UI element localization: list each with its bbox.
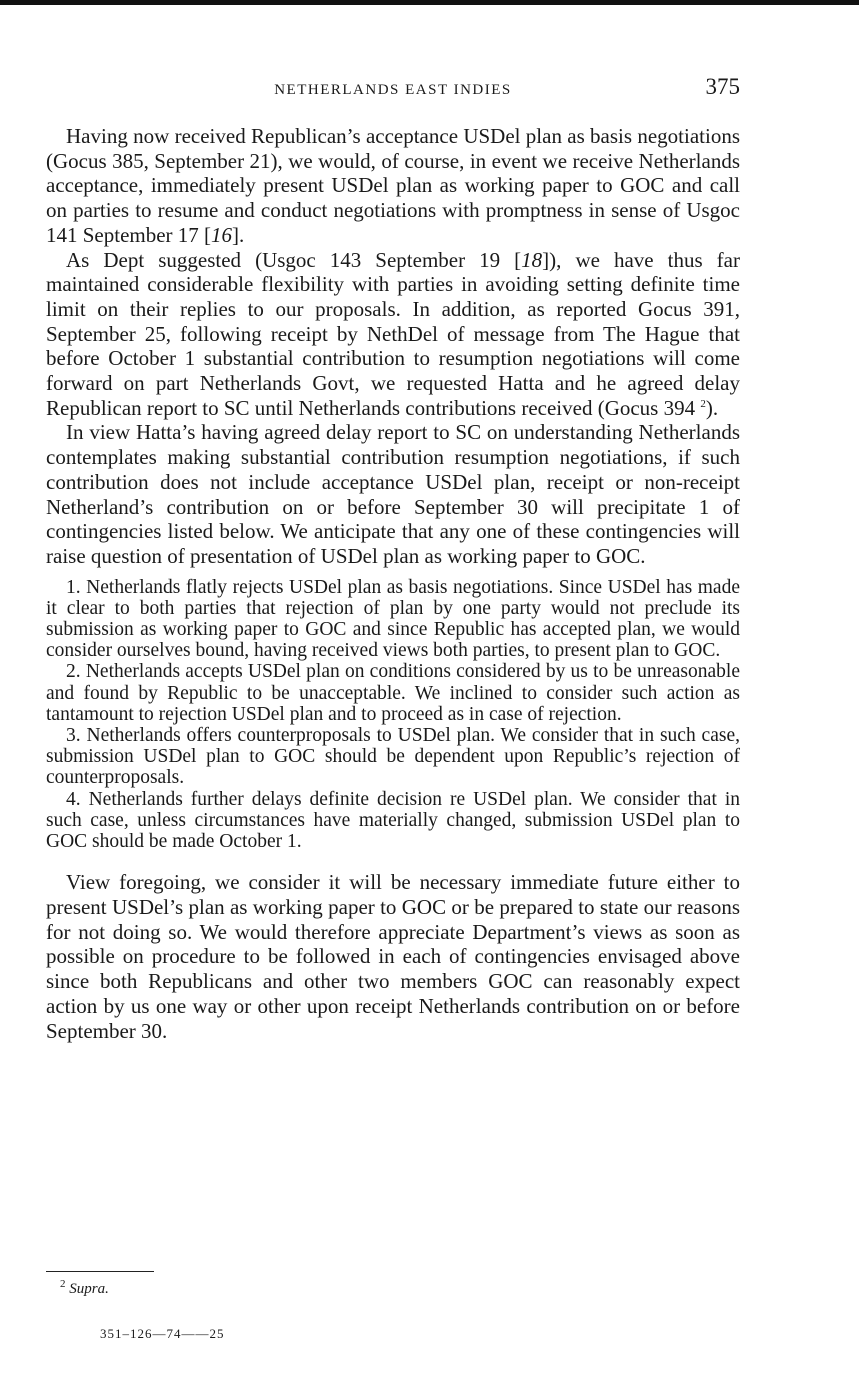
footnote-divider — [46, 1271, 154, 1272]
contingency-list — [46, 577, 740, 853]
page-header — [46, 74, 740, 108]
contingency-item: 4. Netherlands further delays definite decision re USDel plan. We consider that in such case, unless circumstances have materially changed, submission USDel plan to GOC should be made October 1. — [46, 788, 740, 853]
page-top-border — [0, 0, 859, 5]
paragraph-acceptance: Having now received Republican’s acceptance USDel plan as basis negotiations (Gocus 385, September 21), we would, of course, in event we receive Netherlands acceptance, immediately present USDel plan as working paper to GOC and call on parties to resume and conduct negotiations with promptness in sense of Usgoc 141 September 17 [16]. — [46, 124, 740, 247]
contingency-item: 2. Netherlands accepts USDel plan on conditions considered by us to be unreasonable and found by Republic to be unacceptable. We inclined to consider such action as tantamount to rejection USDel plan and to proceed as in case of rejection. — [46, 661, 740, 725]
running-head: NETHERLANDS EAST INDIES — [274, 82, 512, 98]
footnote — [60, 1278, 109, 1298]
page-number: 375 — [705, 74, 740, 99]
footnote-text: Supra. — [69, 1281, 109, 1297]
footnote-reference: 2 — [700, 397, 706, 410]
document-body — [46, 124, 740, 1043]
paragraph-contingencies-intro: In view Hatta’s having agreed delay report to SC on understanding Netherlands contemplates making substantial contribution resumption negotiations, if such contribution does not include acceptance USDel plan, receipt or non-receipt Netherland’s contribution on or before September 30 will precipitate 1 of contingencies listed below. We anticipate that any one of these contingencies will raise question of presentation of USDel plan as working paper to GOC. — [46, 420, 740, 568]
paragraph-flexibility: As Dept suggested (Usgoc 143 September 19 [18]), we have thus far maintained considerable flexibility with parties in avoiding setting definite time limit on their replies to our proposals. In addition, as reported Gocus 391, September 25, following receipt by NethDel of message from The Hague that before October 1 substantial contribution to resumption negotiations will come forward on part Netherlands Govt, we requested Hatta and he agreed delay Republican report to SC until Netherlands contributions received (Gocus 394 $^2$). — [46, 247, 740, 420]
document-reference: 16 — [211, 222, 233, 247]
contingency-item: 1. Netherlands flatly rejects USDel plan as basis negotiations. Since USDel has made it clear to both parties that rejection of plan by one party would not preclude its submission as working paper to GOC and since Republic has accepted plan, we would consider ourselves bound, having received views both parties, to present plan to GOC. — [46, 576, 740, 662]
contingency-item: 3. Netherlands offers counterproposals to USDel plan. We consider that in such case, submission USDel plan to GOC should be dependent upon Republic’s rejection of counterproposals. — [46, 725, 740, 789]
document-reference: 18 — [521, 247, 543, 272]
footnote-marker: 2 — [60, 1278, 66, 1290]
paragraph-closing: View foregoing, we consider it will be necessary immediate future either to present USDel’s plan as working paper to GOC or be prepared to state our reasons for not doing so. We would therefore appreciate Department’s views as soon as possible on procedure to be followed in each of contingencies envisaged above since both Republicans and other two members GOC can reasonably expect action by us one way or other upon receipt Netherlands contribution on or before September 30. — [46, 870, 740, 1043]
print-code: 351–126—74——25 — [100, 1326, 225, 1341]
